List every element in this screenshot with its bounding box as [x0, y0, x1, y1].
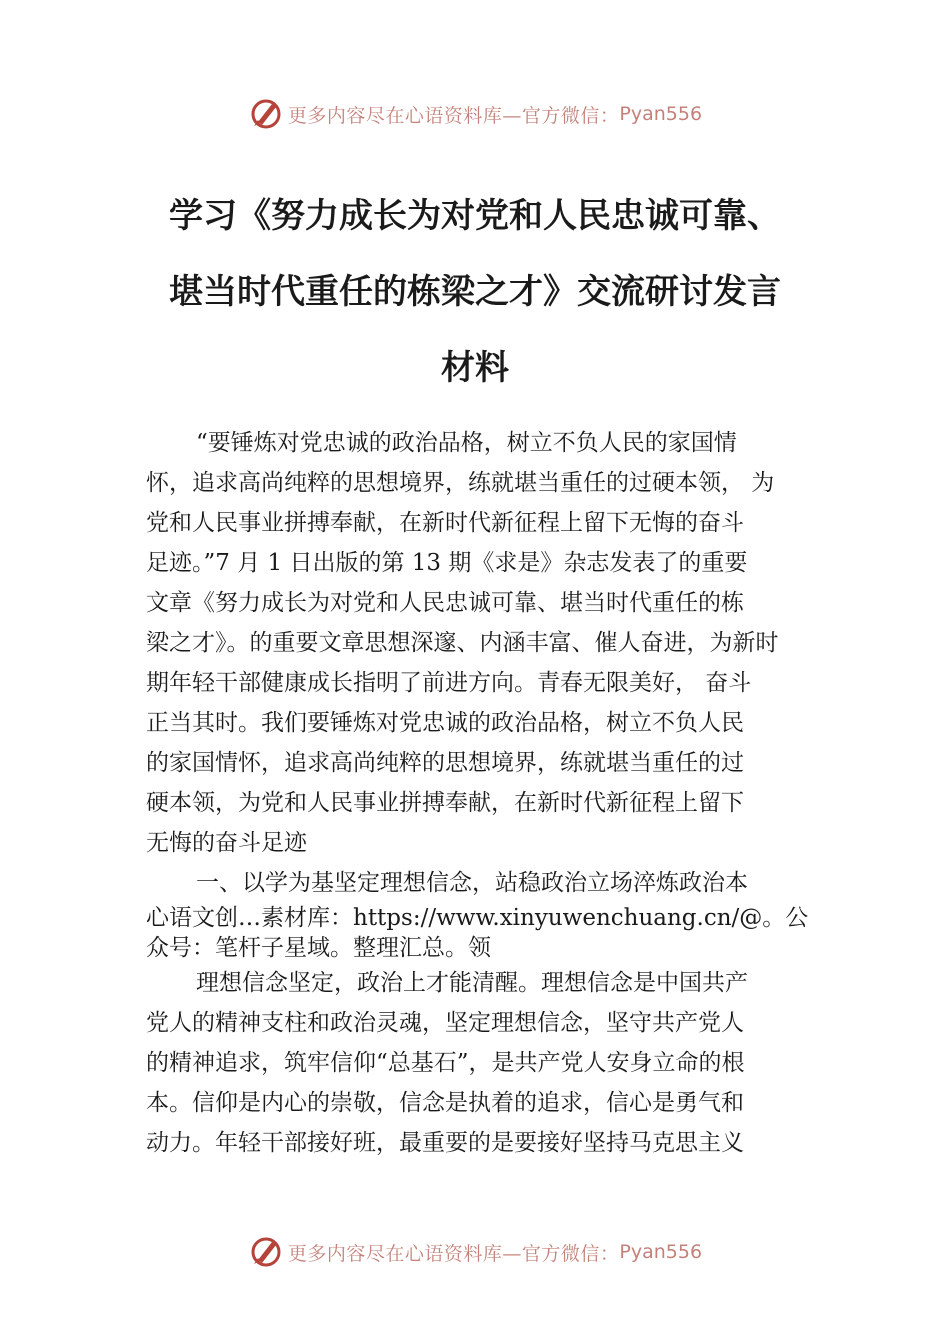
- body-line: 无悔的奋斗足迹: [146, 830, 307, 856]
- source-note: 众号：笔杆子星域。整理汇总。领: [146, 935, 491, 961]
- footer-watermark: [0, 1230, 950, 1274]
- wechat-id: Pyan556: [619, 103, 703, 125]
- wechat-id: Pyan556: [619, 1241, 703, 1263]
- section-heading: 一、以学为基坚定理想信念，站稳政治立场淬炼政治本: [196, 870, 748, 896]
- source-note: 心语文创…素材库：https://www.xinyuwenchuang.cn/@。公: [146, 905, 809, 931]
- body-line: 的家国情怀，追求高尚纯粹的思想境界，练就堪当重任的过: [146, 750, 744, 776]
- body-line: 硬本领，为党和人民事业拼搏奉献，在新时代新征程上留下: [146, 790, 744, 816]
- body-line: 足迹。”7 月 1 日出版的第 13 期《求是》杂志发表了的重要: [146, 550, 748, 576]
- body-line: “要锤炼对党忠诚的政治品格，树立不负人民的家国情: [196, 430, 737, 456]
- title-line-1: 学习《努力成长为对党和人民忠诚可靠、: [169, 196, 781, 236]
- body-line: 正当其时。我们要锤炼对党忠诚的政治品格，树立不负人民: [146, 710, 744, 736]
- document-title: [120, 178, 830, 406]
- pen-logo-icon: [248, 96, 284, 132]
- watermark-text: 更多内容尽在心语资料库—官方微信：: [287, 104, 620, 127]
- body-line: 本。信仰是内心的崇敬，信念是执着的追求，信心是勇气和: [146, 1090, 744, 1116]
- body-line: 期年轻干部健康成长指明了前进方向。青春无限美好， 奋斗: [146, 670, 752, 696]
- body-line: 党和人民事业拼搏奉献，在新时代新征程上留下无悔的奋斗: [146, 510, 744, 536]
- document-body: [146, 423, 809, 1163]
- title-line-2: 堪当时代重任的栋梁之才》交流研讨发言: [169, 272, 781, 312]
- body-line: 的精神追求，筑牢信仰“总基石”，是共产党人安身立命的根: [146, 1050, 745, 1076]
- watermark-text: 更多内容尽在心语资料库—官方微信：: [287, 1242, 620, 1265]
- body-line: 动力。年轻干部接好班，最重要的是要接好坚持马克思主义: [146, 1130, 744, 1156]
- body-line: 怀，追求高尚纯粹的思想境界，练就堪当重任的过硬本领， 为: [146, 470, 775, 496]
- title-line-3: 材料: [441, 348, 509, 388]
- header-watermark: [0, 92, 950, 136]
- body-line: 理想信念坚定，政治上才能清醒。理想信念是中国共产: [196, 970, 748, 996]
- body-line: 党人的精神支柱和政治灵魂，坚定理想信念，坚守共产党人: [146, 1010, 744, 1036]
- body-line: 文章《努力成长为对党和人民忠诚可靠、堪当时代重任的栋: [146, 590, 744, 616]
- body-line: 梁之才》。的重要文章思想深邃、内涵丰富、催人奋进，为新时: [146, 630, 779, 656]
- pen-logo-icon: [248, 1234, 284, 1270]
